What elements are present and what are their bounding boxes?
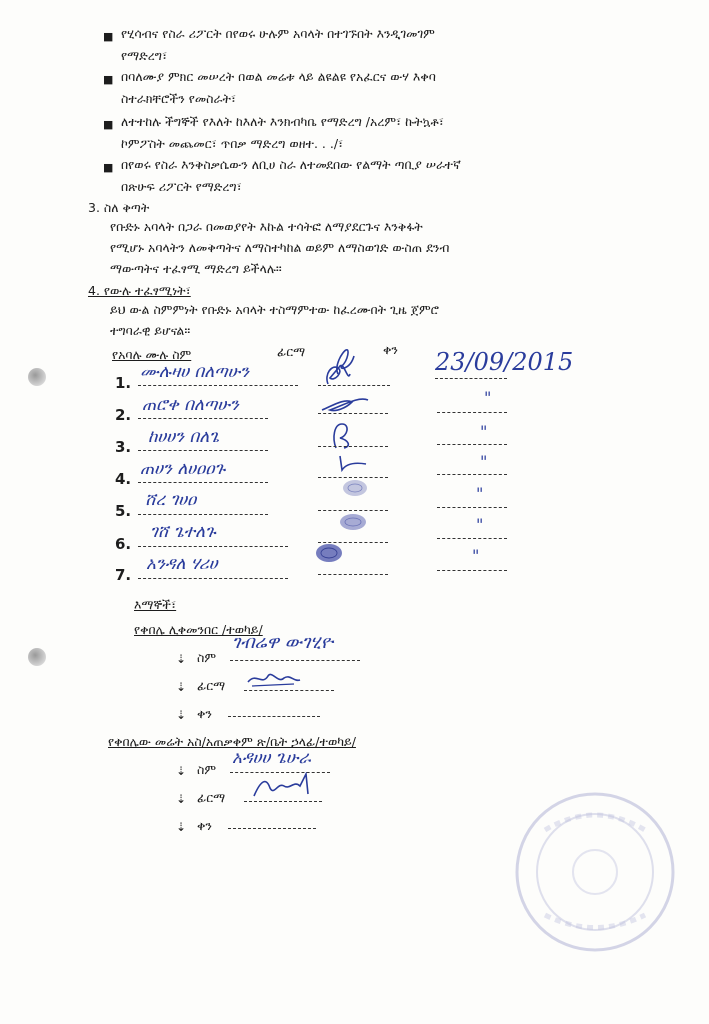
bullet-icon: ■ <box>103 161 114 174</box>
section-3-line-2: የሚሆኑ አባላትን ለመቅጣትና ለማስተካከል ወይም ለማስወገድ ውስጠ ደንብ <box>110 240 450 255</box>
member-name-6: ገሸ ጌተለጉ <box>150 522 216 542</box>
signature-line <box>244 801 322 802</box>
column-header-signature: ፊርማ <box>277 344 306 359</box>
bullet-icon: ■ <box>103 118 114 131</box>
witness-2-name: አዳሀሀ ጌሁራ <box>232 748 311 768</box>
section-4-line-2: ተግባራዊ ይሆናል። <box>110 323 191 338</box>
member-name-5: ሸረ ገሀዐ <box>145 490 197 510</box>
down-arrow-icon: ⇣ <box>176 764 187 778</box>
column-header-name: የአባሉ ሙሉ ስም <box>112 347 192 362</box>
date-line <box>437 474 507 475</box>
official-stamp-icon <box>505 790 685 955</box>
section-3-line-1: የቡድኑ አባላት በጋራ በመወያየት እኩል ተሳትፎ ለማያደርጉና እንቅፋት <box>110 219 423 234</box>
member-name-1: ሙሉዛሀ በለጣሁን <box>140 362 250 382</box>
date-line <box>437 412 507 413</box>
bullet-text-2b: ስተራክቸሮችን የመስራት፣ <box>121 91 237 106</box>
name-line <box>138 385 298 386</box>
bullet-icon: ■ <box>103 30 114 43</box>
row-number-5: 5. <box>115 502 132 520</box>
thumbprint-7-icon <box>312 540 346 566</box>
signature-line <box>318 574 388 575</box>
signature-line <box>318 413 388 414</box>
row-number-3: 3. <box>115 438 132 456</box>
date-line <box>435 378 507 379</box>
row-number-7: 7. <box>115 566 132 584</box>
signature-2-icon <box>318 392 378 420</box>
witness-2-name-label: ስም <box>197 762 217 777</box>
witness-1-name: ገብሬዋ ውገሂዮ <box>232 632 333 653</box>
member-name-2: ጠሮቀ በለጣሁን <box>142 395 239 415</box>
witness-1-signature-label: ፊርማ <box>197 678 226 693</box>
name-line <box>138 578 288 579</box>
date-line <box>437 538 507 539</box>
row-number-1: 1. <box>115 374 132 392</box>
name-line <box>138 418 268 419</box>
punch-hole <box>28 368 46 386</box>
date-line <box>228 716 320 717</box>
signature-line <box>244 690 334 691</box>
witness-1-date-label: ቀን <box>197 706 212 721</box>
row-number-4: 4. <box>115 470 132 488</box>
down-arrow-icon: ⇣ <box>176 708 187 722</box>
signature-line <box>318 446 388 447</box>
member-date-5: " <box>476 484 484 503</box>
bullet-icon: ■ <box>103 73 114 86</box>
bullet-text-3b: ኮምፖስት መጨመር፣ ጥበቃ ማድረግ ወዘተ. . ./፣ <box>121 136 344 151</box>
member-date-3: " <box>480 422 488 441</box>
name-line <box>138 450 268 451</box>
bullet-text-1a: የሂሳብና የስራ ሪፖርት በየወሩ ሁሉም አባላት በተገኙበት እንዲገመገም <box>121 26 435 41</box>
bullet-text-1b: የማድረግ፣ <box>121 48 168 63</box>
name-line <box>138 546 288 547</box>
down-arrow-icon: ⇣ <box>176 652 187 666</box>
date-line <box>228 828 316 829</box>
signature-4-icon <box>332 452 372 476</box>
punch-hole <box>28 648 46 666</box>
thumbprint-5-icon <box>338 476 372 500</box>
member-date-7: " <box>472 546 480 565</box>
bullet-text-4b: በጽሁፍ ሪፖርት የማድረግ፣ <box>121 179 242 194</box>
bullet-text-3a: ለተተከሉ ችግኞች የእለት ከእለት እንክብካቤ የማድረግ /አረም፣ ኩትኳቶ፣ <box>121 114 444 129</box>
section-3-heading: 3. ስለ ቅጣት <box>88 200 150 215</box>
member-name-3: ከሀሀን በለጌ <box>148 427 220 447</box>
witness-2-date-label: ቀን <box>197 818 212 833</box>
column-header-date: ቀን <box>383 342 398 357</box>
bullet-text-4a: በየወሩ የስራ እንቅስቃሴውን ለቢሀ ስራ ለተመደበው የልማት ጣቢያ ሠራተኛ <box>121 157 461 172</box>
row-number-6: 6. <box>115 535 132 553</box>
witness-1-name-label: ስም <box>197 650 217 665</box>
witness-2-signature-label: ፊርማ <box>197 790 226 805</box>
witness-2-signature-icon <box>250 772 316 802</box>
down-arrow-icon: ⇣ <box>176 820 187 834</box>
section-4-line-1: ይህ ውል ስምምነት የቡድኑ አባላት ተስማምተው ከፈረሙበት ጊዜ ጀምሮ <box>110 302 439 317</box>
signature-line <box>318 385 390 386</box>
down-arrow-icon: ⇣ <box>176 680 187 694</box>
member-date-2: " <box>484 388 492 407</box>
bullet-text-2a: በባለሙያ ምክር መሠረት በወል መሬቱ ላይ ልዩልዩ የአፈርና ውሃ እቀባ <box>121 69 436 84</box>
member-name-4: ጠሀን ለሀዐዐጉ <box>140 459 226 479</box>
witness-1-title: የቀበሌ ሊቀመንበር /ተወካይ/ <box>134 622 263 637</box>
date-line <box>437 507 507 508</box>
date-line <box>437 444 507 445</box>
down-arrow-icon: ⇣ <box>176 792 187 806</box>
member-date-1: 23/09/2015 <box>435 348 574 376</box>
witness-2-title: የቀበሌው መሬት አስ/አጠቃቀም ጽ/ቤት ኃላፊ/ተወካይ/ <box>108 734 356 749</box>
thumbprint-6-icon <box>336 510 370 534</box>
member-name-7: አንዳለ ሃሪሀ <box>146 554 218 574</box>
date-line <box>437 570 507 571</box>
section-4-heading: 4. የውሉ ተፈፃሚነት፣ <box>88 283 191 298</box>
name-line <box>138 514 268 515</box>
name-line <box>138 482 268 483</box>
witness-1-signature-icon <box>244 668 304 692</box>
row-number-2: 2. <box>115 406 132 424</box>
member-date-4: " <box>480 452 488 471</box>
member-date-6: " <box>476 515 484 534</box>
name-line <box>230 660 360 661</box>
section-3-line-3: ማውጣትና ተፈፃሚ ማድረግ ይችላሉ። <box>110 261 282 276</box>
witnesses-heading: እማኞች፣ <box>134 597 177 612</box>
